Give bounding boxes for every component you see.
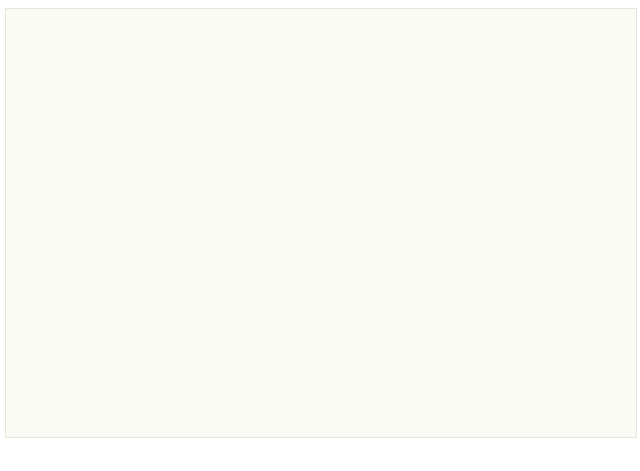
record-sheet bbox=[5, 8, 637, 438]
grid-entries bbox=[6, 9, 636, 437]
